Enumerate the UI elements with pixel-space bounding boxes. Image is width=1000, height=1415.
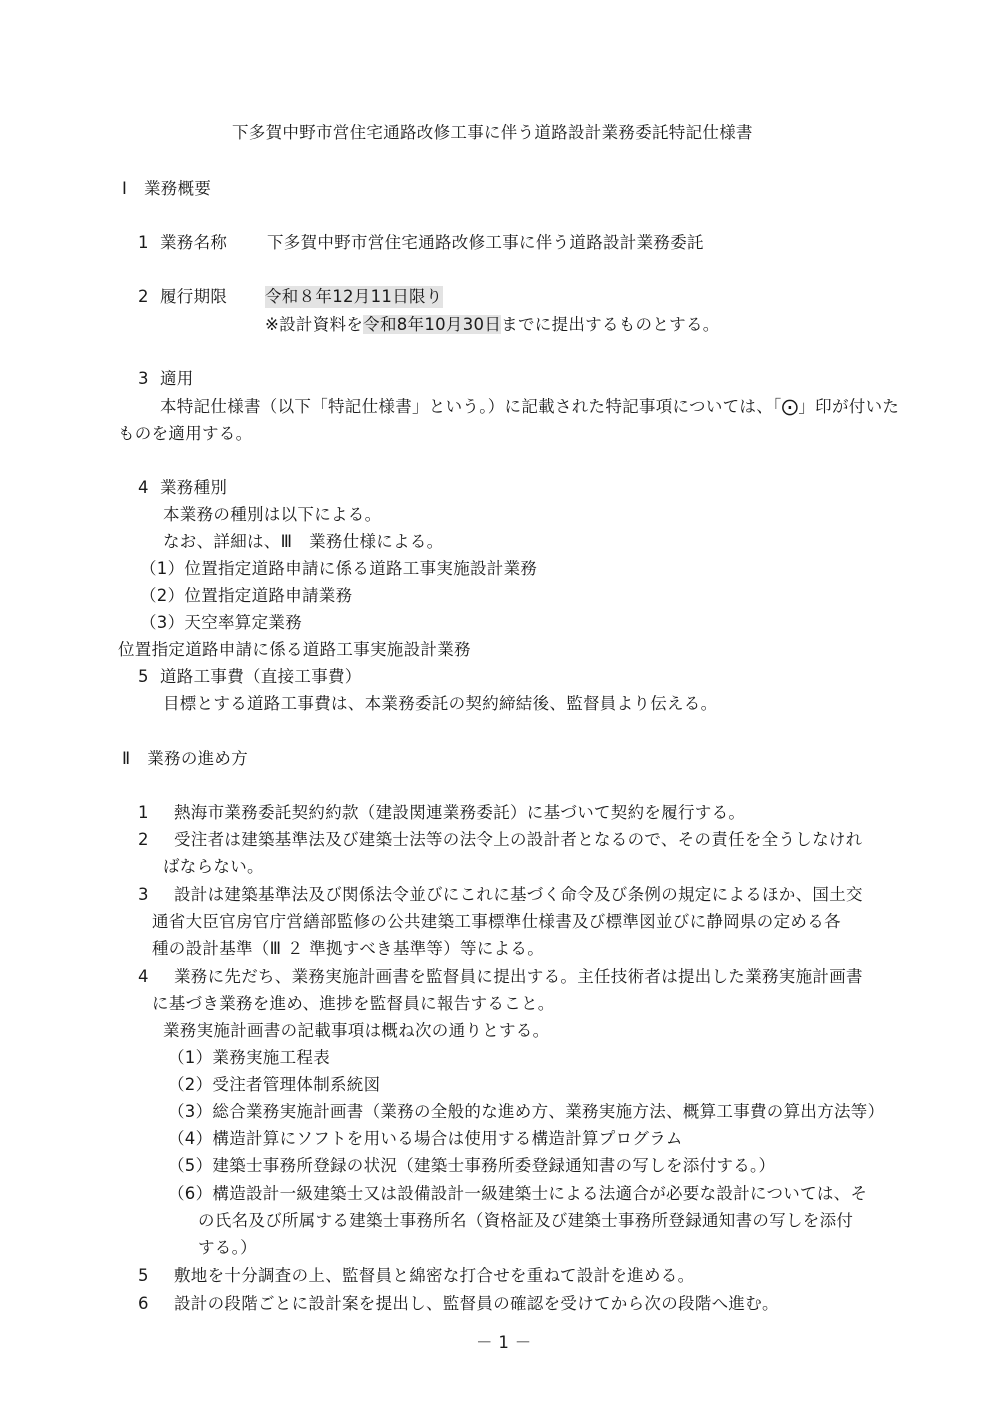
deadline-note-post: までに提出するものとする。	[501, 315, 720, 334]
plan-subitem: （4）構造計算にソフトを用いる場合は使用する構造計算プログラム	[168, 1129, 683, 1148]
deadline-note-date: 令和8年10月30日	[363, 315, 502, 334]
item-label-work-name: 業務名称	[160, 233, 228, 252]
procedure-item-text: 敷地を十分調査の上、監督員と綿密な打合せを重ねて設計を進める。	[174, 1266, 695, 1285]
item-number: 1	[138, 233, 149, 252]
item-label-work-type: 業務種別	[160, 478, 228, 497]
procedure-item-text: 業務実施計画書の記載事項は概ね次の通りとする。	[163, 1021, 550, 1040]
work-type-option: （1）位置指定道路申請に係る道路工事実施設計業務	[140, 559, 538, 578]
plan-subitem: （3）総合業務実施計画書（業務の全般的な進め方、業務実施方法、概算工事費の算出方法等）	[168, 1102, 885, 1121]
item-label-application: 適用	[160, 369, 194, 388]
item-number: 2	[138, 287, 149, 306]
procedure-item-text: 通省大臣官房官庁営繕部監修の公共建築工事標準仕様書及び標準図並びに静岡県の定める各	[152, 912, 841, 931]
work-type-option: （2）位置指定道路申請業務	[140, 586, 353, 605]
item-number: 1	[138, 803, 149, 822]
item-label-deadline: 履行期限	[160, 287, 228, 306]
item-number: 4	[138, 967, 149, 986]
work-type-option: （3）天空率算定業務	[140, 613, 302, 632]
plan-subitem: （6）構造設計一級建築士又は設備設計一級建築士による法適合が必要な設計については、そ	[168, 1184, 868, 1203]
plan-subitem: する。）	[198, 1238, 257, 1257]
item-number: 5	[138, 1266, 149, 1285]
work-type-selected: 位置指定道路申請に係る道路工事実施設計業務	[118, 640, 471, 659]
item-number: 3	[138, 885, 149, 904]
procedure-item-text: に基づき業務を進め、進捗を監督員に報告すること。	[152, 994, 555, 1013]
document-title: 下多賀中野市営住宅通路改修工事に伴う道路設計業務委託特記仕様書	[232, 123, 753, 142]
page-number: － 1 －	[476, 1333, 532, 1352]
plan-subitem: （2）受注者管理体制系統図	[168, 1075, 381, 1094]
item-number: 6	[138, 1294, 149, 1313]
procedure-item-text: 受注者は建築基準法及び建築士法等の法令上の設計者となるので、その責任を全うしなけれ	[174, 830, 863, 849]
work-type-text-line2: なお、詳細は、Ⅲ 業務仕様による。	[163, 532, 444, 551]
section-heading-overview: Ⅰ 業務概要	[122, 179, 212, 198]
plan-subitem: （5）建築士事務所登録の状況（建築士事務所委登録通知書の写しを添付する。）	[168, 1156, 776, 1175]
item-label-road-cost: 道路工事費（直接工事費）	[160, 667, 362, 686]
work-type-text-line1: 本業務の種別は以下による。	[163, 505, 382, 524]
item-value-work-name: 下多賀中野市営住宅通路改修工事に伴う道路設計業務委託	[267, 233, 704, 252]
procedure-item-text: 種の設計基準（Ⅲ ２ 準拠すべき基準等）等による。	[152, 939, 545, 958]
procedure-item-text: 設計は建築基準法及び関係法令並びにこれに基づく命令及び条例の規定によるほか、国土交	[174, 885, 863, 904]
item-number: 5	[138, 667, 149, 686]
procedure-item-text: 設計の段階ごとに設計案を提出し、監督員の確認を受けてから次の段階へ進む。	[174, 1294, 779, 1313]
plan-subitem: の氏名及び所属する建築士事務所名（資格証及び建築士事務所登録通知書の写しを添付	[198, 1211, 854, 1230]
procedure-item-text: 業務に先だち、業務実施計画書を監督員に提出する。主任技術者は提出した業務実施計画書	[174, 967, 863, 986]
section-heading-procedure: Ⅱ 業務の進め方	[122, 749, 249, 768]
application-text-line2: ものを適用する。	[118, 424, 253, 443]
item-number: 3	[138, 369, 149, 388]
plan-subitem: （1）業務実施工程表	[168, 1048, 330, 1067]
procedure-item-text: ばならない。	[163, 857, 264, 876]
application-text-line1: 本特記仕様書（以下「特記仕様書」という。）に記載された特記事項については、「⨀」印が付いた	[160, 397, 900, 416]
deadline-note-pre: ※設計資料を	[265, 315, 364, 334]
deadline-note	[265, 314, 720, 336]
item-number: 2	[138, 830, 149, 849]
item-value-deadline: 令和８年12月11日限り	[265, 287, 443, 306]
item-number: 4	[138, 478, 149, 497]
road-cost-text: 目標とする道路工事費は、本業務委託の契約締結後、監督員より伝える。	[163, 694, 718, 713]
procedure-item-text: 熱海市業務委託契約約款（建設関連業務委託）に基づいて契約を履行する。	[174, 803, 746, 822]
